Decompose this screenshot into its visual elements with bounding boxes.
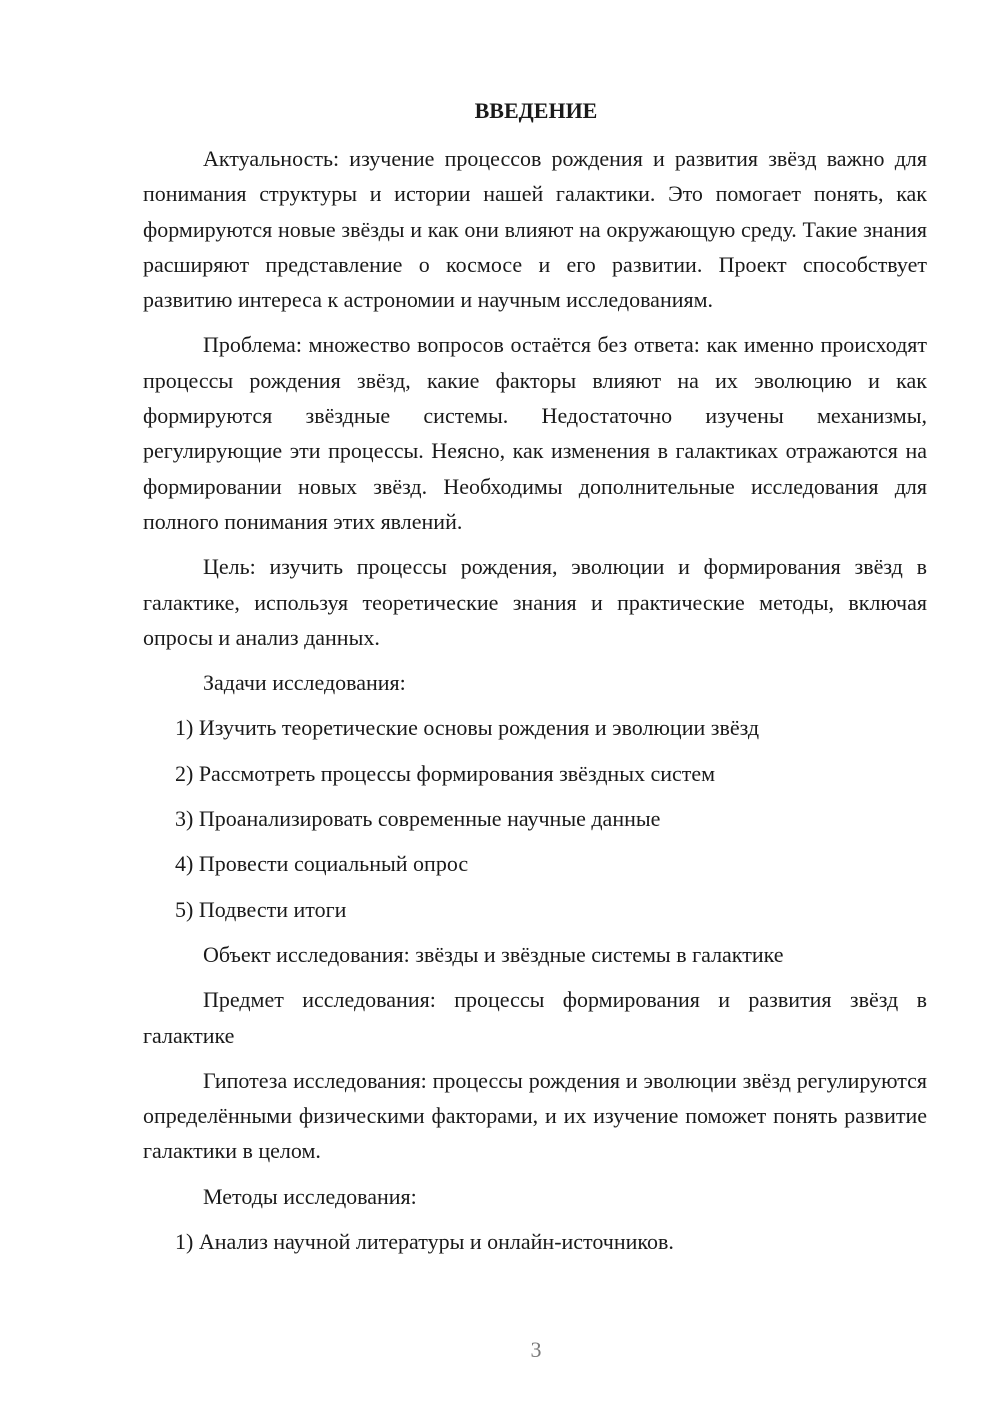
methods-heading: Методы исследования:: [203, 1183, 417, 1209]
task-item: 1) Изучить теоретические основы рождения и эволюции звёзд: [175, 715, 760, 741]
task-item: 3) Проанализировать современные научные данные: [175, 806, 661, 832]
task-item: 5) Подвести итоги: [175, 896, 347, 922]
tasks-heading: Задачи исследования:: [203, 670, 406, 696]
research-hypothesis: Гипотеза исследования: процессы рождения и эволюции звёзд регулируются определёнными физическими факторами, и их изучение поможет понять развитие галактики в целом.: [143, 1067, 927, 1164]
page-title: ВВЕДЕНИЕ: [474, 98, 598, 123]
task-item: 4) Провести социальный опрос: [175, 851, 469, 877]
document-body: [143, 141, 927, 1269]
research-subject: Предмет исследования: процессы формирования и развития звёзд в галактике: [143, 987, 927, 1048]
problem-paragraph: Проблема: множество вопросов остаётся без ответа: как именно происходят процессы рождения звёзд, какие факторы влияют на их эволюцию и как формируются звёздные системы. Недостаточно изучены механизмы, регулирующие эти процессы. Неясно, как изменения в галактиках отражаются на формировании новых звёзд. Необходимы дополнительные исследования для полного понимания этих явлений.: [143, 332, 927, 534]
research-object: Объект исследования: звёзды и звёздные системы в галактике: [203, 941, 784, 967]
goal-paragraph: Цель: изучить процессы рождения, эволюции и формирования звёзд в галактике, используя теоретические знания и практические методы, включая опросы и анализ данных.: [143, 554, 927, 650]
task-item: 2) Рассмотреть процессы формирования звёздных систем: [175, 760, 716, 786]
relevance-paragraph: Актуальность: изучение процессов рождения и развития звёзд важно для понимания структуры и истории нашей галактики. Это помогает понять, как формируются новые звёзды и как они влияют на окружающую среду. Такие знания расширяют представление о космосе и его развитии. Проект способствует развитию интереса к астрономии и научным исследованиям.: [143, 146, 927, 313]
method-item: 1) Анализ научной литературы и онлайн-источников.: [175, 1229, 674, 1255]
page-number: 3: [530, 1337, 542, 1362]
